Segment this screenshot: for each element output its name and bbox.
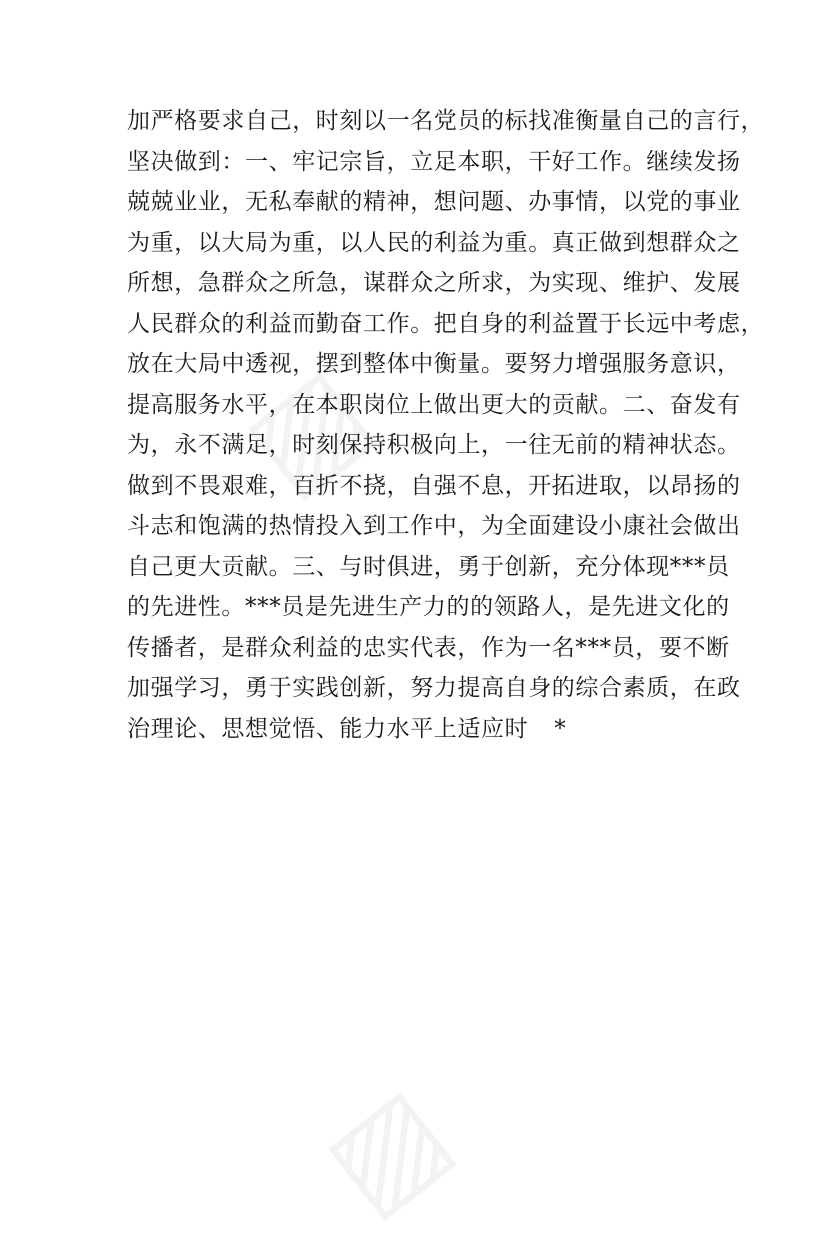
text-line: 加严格要求自己，时刻以一名党员的标找准衡量自己的言行， — [127, 108, 765, 134]
text-line: 坚决做到：一、牢记宗旨，立足本职，干好工作。继续发扬 — [127, 148, 741, 175]
text-line: 斗志和饱满的热情投入到工作中，为全面建设小康社会做出 — [127, 513, 741, 539]
text-line: 为重，以大局为重，以人民的利益为重。真正做到想群众之 — [127, 229, 741, 256]
body-text — [127, 101, 765, 749]
text-line: 提高服务水平，在本职岗位上做出更大的贡献。二、奋发有 — [127, 391, 741, 418]
text-line: 放在大局中透视，摆到整体中衡量。要努力增强服务意识， — [127, 351, 741, 377]
tail-asterisk: * — [554, 715, 567, 742]
text-line: 传播者，是群众利益的忠实代表，作为一名***员，要不断 — [127, 634, 730, 661]
text-line: 兢兢业业，无私奉献的精神，想问题、办事情，以党的事业 — [127, 189, 741, 215]
text-line: 加强学习，勇于实践创新，努力提高自身的综合素质，在政 — [127, 675, 741, 701]
text-line-last — [127, 709, 727, 750]
text-line: 为，永不满足，时刻保持积极向上，一往无前的精神状态。 — [127, 432, 741, 458]
text-line: 自己更大贡献。三、与时俱进，勇于创新，充分体现***员 — [127, 553, 730, 580]
text-line: 所想，急群众之所急，谋群众之所求，为实现、维护、发展 — [127, 270, 741, 296]
text-line-content: 治理论、思想觉悟、能力水平上适应时 — [127, 715, 529, 742]
watermark — [299, 1060, 474, 1239]
text-line: 人民群众的利益而勤奋工作。把自身的利益置于长远中考虑， — [127, 310, 765, 337]
text-line: 做到不畏艰难，百折不挠，自强不息，开拓进取，以昂扬的 — [127, 472, 741, 499]
text-line: 的先进性。***员是先进生产力的的领路人，是先进文化的 — [127, 594, 730, 620]
